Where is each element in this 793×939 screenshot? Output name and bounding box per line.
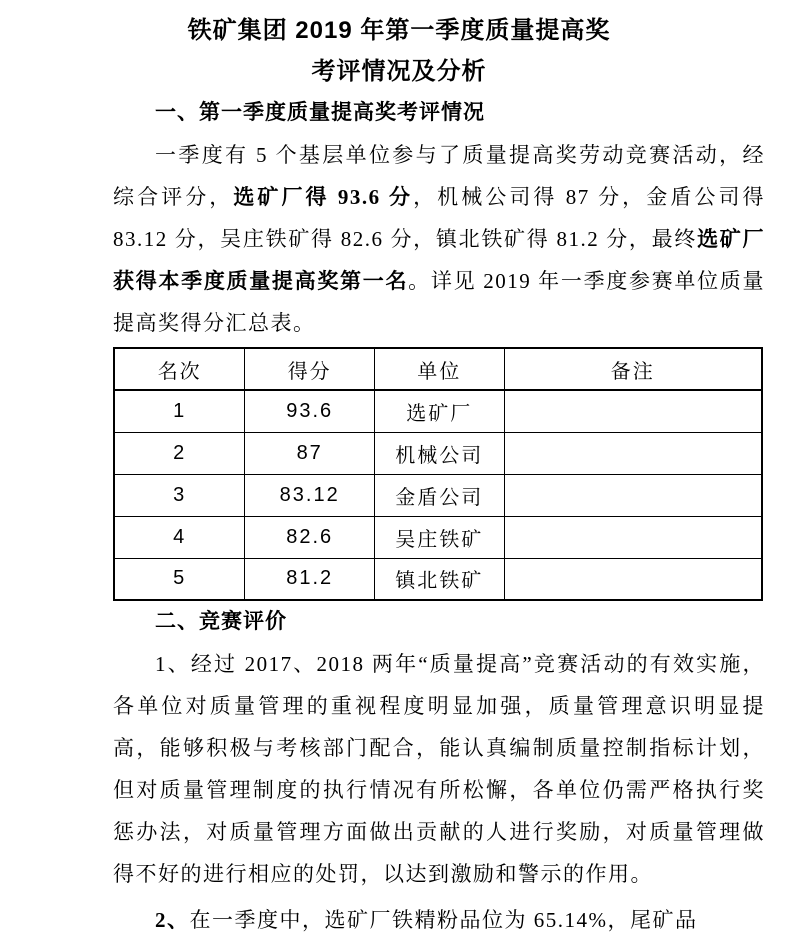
text-run: ，机械公司得 87 分，金盾公司得 83.12 分，吴庄铁矿得 82.6 分，镇北铁矿得 81.2 分，最终 (113, 185, 766, 251)
section-2-paragraph-2 (113, 899, 765, 939)
table-cell: 机械公司 (374, 432, 504, 474)
table-row (114, 516, 762, 558)
table-cell (504, 390, 762, 432)
table-cell: 93.6 (245, 390, 375, 432)
table-cell (504, 516, 762, 558)
section-1-heading: 一、第一季度质量提高奖考评情况 (155, 101, 485, 124)
table-cell: 吴庄铁矿 (374, 516, 504, 558)
score-table (113, 347, 763, 601)
section-2-heading: 二、竞赛评价 (155, 610, 287, 633)
table-row (114, 558, 762, 600)
table-cell: 镇北铁矿 (374, 558, 504, 600)
document-content (113, 10, 765, 939)
table-cell: 82.6 (245, 516, 375, 558)
document-title-line-2: 考评情况及分析 (311, 58, 487, 85)
table-cell: 4 (114, 516, 245, 558)
section-2-paragraph-1: 1、经过 2017、2018 两年“质量提高”竞赛活动的有效实施，各单位对质量管理的重视程度明显加强，质量管理意识明显提高，能够积极与考核部门配合，能认真编制质量控制指标计划，但对质量管理制度的执行情况有所松懈，各单位仍需严格执行奖惩办法，对质量管理方面做出贡献的人进行奖励，对质量管理做得不好的进行相应的处罚，以达到激励和警示的作用。 (113, 652, 765, 886)
table-cell (504, 474, 762, 516)
column-header: 得分 (245, 348, 375, 390)
table-cell: 81.2 (245, 558, 375, 600)
table-cell: 1 (114, 390, 245, 432)
text-run: 。详见 2019 年一季度参赛单位质量提高奖得分汇总表。 (113, 269, 766, 335)
table-cell: 83.12 (245, 474, 375, 516)
text-run: 一季度有 5 个基层单位参与了质量提高奖劳动竞赛活动，经综合评分， (113, 143, 765, 209)
table-cell: 2 (114, 432, 245, 474)
bold-text-run: 选矿厂得 93.6 分 (233, 185, 414, 209)
table-cell: 选矿厂 (374, 390, 504, 432)
bold-text-run: 选矿厂获得本季度质量提高奖第一名 (113, 227, 766, 293)
table-cell (504, 432, 762, 474)
table-cell: 3 (114, 474, 245, 516)
column-header: 名次 (114, 348, 245, 390)
table-cell: 金盾公司 (374, 474, 504, 516)
column-header: 单位 (374, 348, 504, 390)
table-cell: 87 (245, 432, 375, 474)
table-row (114, 474, 762, 516)
section-1-paragraph (113, 134, 765, 344)
document-title-line-1: 铁矿集团 2019 年第一季度质量提高奖 (187, 17, 611, 44)
column-header: 备注 (504, 348, 762, 390)
score-table-head (114, 348, 762, 390)
score-table-header-row (114, 348, 762, 390)
table-row (114, 432, 762, 474)
text-run: 在一季度中，选矿厂铁精粉品位为 65.14%，尾矿品 (189, 908, 698, 932)
score-table-body (114, 390, 762, 600)
table-cell (504, 558, 762, 600)
table-row (114, 390, 762, 432)
bold-text-run: 2、 (155, 908, 190, 932)
table-cell: 5 (114, 558, 245, 600)
